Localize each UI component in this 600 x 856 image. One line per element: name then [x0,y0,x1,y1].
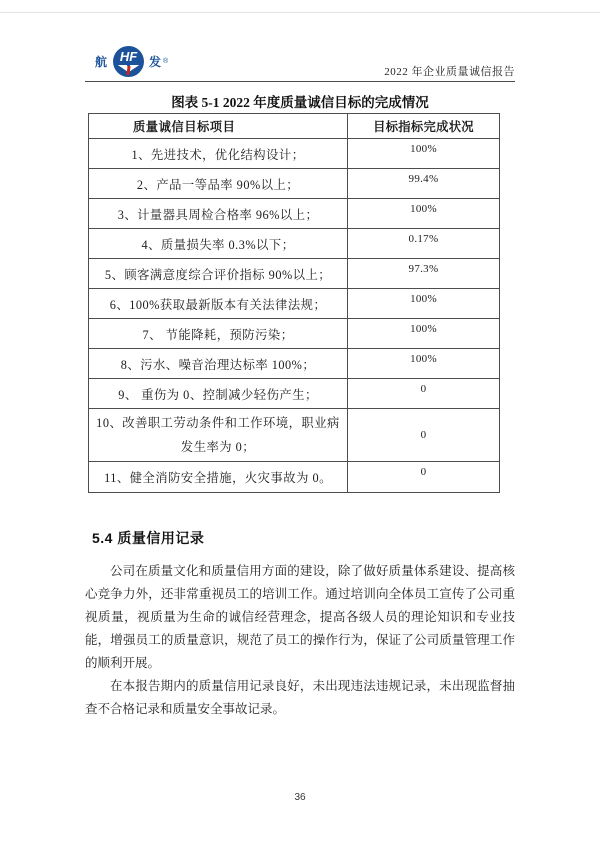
goal-value-cell: 97.3% [408,263,439,275]
section-heading: 5.4 质量信用记录 [92,530,205,546]
red-tail-icon [126,65,130,74]
table-row [89,319,499,349]
goal-item-cell: 3、计量器具周检合格率 96%以上； [89,199,348,228]
logo-fa-char: 发 [149,54,163,69]
logo-circle-icon [113,46,144,77]
paragraph: 在本报告期内的质量信用记录良好，未出现违法违规记录，未出现监督抽查不合格记录和质量安全事故记录。 [85,679,515,716]
goal-item-cell: 4、质量损失率 0.3%以下； [89,229,348,258]
report-header-title: 2022 年企业质量诚信报告 [384,66,515,78]
table-row [89,139,499,169]
goal-item-cell: 10、改善职工劳动条件和工作环境，职业病发生率为 0； [89,409,348,461]
page-content [85,0,515,856]
goal-value-cell: 100% [410,353,437,365]
header-divider [85,81,515,82]
page-number: 36 [294,792,306,803]
paragraph: 公司在质量文化和质量信用方面的建设，除了做好质量体系建设、提高核心竞争力外，还非常重视员工的培训工作。通过培训向全体员工宣传了公司重视质量，视质量为生命的诚信经营理念，提高各级人员的理论知识和专业技能，增强员工的质量意识，规范了员工的操作行为，保证了公司质量管理工作的顺利开展。 [85,564,515,670]
column-header-value: 目标指标完成状况 [373,120,474,134]
table-row [89,379,499,409]
table-row [89,349,499,379]
hf-monogram: HF [119,48,138,64]
table-caption: 图表 5-1 2022 年度质量诚信目标的完成情况 [171,95,429,110]
logo-hang-char: 航 [95,54,109,69]
section-body [85,560,515,721]
table-row [89,229,499,259]
table-header-row [89,114,499,139]
table-row [89,259,499,289]
goal-value-cell: 0.17% [408,233,439,245]
goal-value-cell: 0 [420,466,427,478]
registered-trademark-icon: ® [163,57,169,65]
table-row [89,289,499,319]
goal-item-cell: 7、 节能降耗，预防污染； [89,319,348,348]
company-logo [95,44,168,78]
goal-item-cell: 11、健全消防安全措施，火灾事故为 0。 [89,462,348,492]
table-row [89,462,499,492]
goal-value-cell: 100% [410,293,437,305]
column-header-item: 质量诚信目标项目 [89,114,348,138]
goal-value-cell: 0 [420,383,427,395]
goal-item-cell: 1、先进技术，优化结构设计； [89,139,348,168]
table-row [89,199,499,229]
table-row [89,409,499,462]
goal-item-cell: 8、污水、噪音治理达标率 100%； [89,349,348,378]
goal-value-cell: 99.4% [408,173,439,185]
goal-item-cell: 5、顾客满意度综合评价指标 90%以上； [89,259,348,288]
goal-value-cell: 0 [420,429,427,441]
goal-value-cell: 100% [410,323,437,335]
goal-item-cell: 6、100%获取最新版本有关法律法规； [89,289,348,318]
goal-item-cell: 2、产品一等品率 90%以上； [89,169,348,198]
goal-item-cell: 9、 重伤为 0、控制减少轻伤产生； [89,379,348,408]
goal-value-cell: 100% [410,143,437,155]
table-row [89,169,499,199]
quality-goals-table [88,113,500,493]
goal-value-cell: 100% [410,203,437,215]
